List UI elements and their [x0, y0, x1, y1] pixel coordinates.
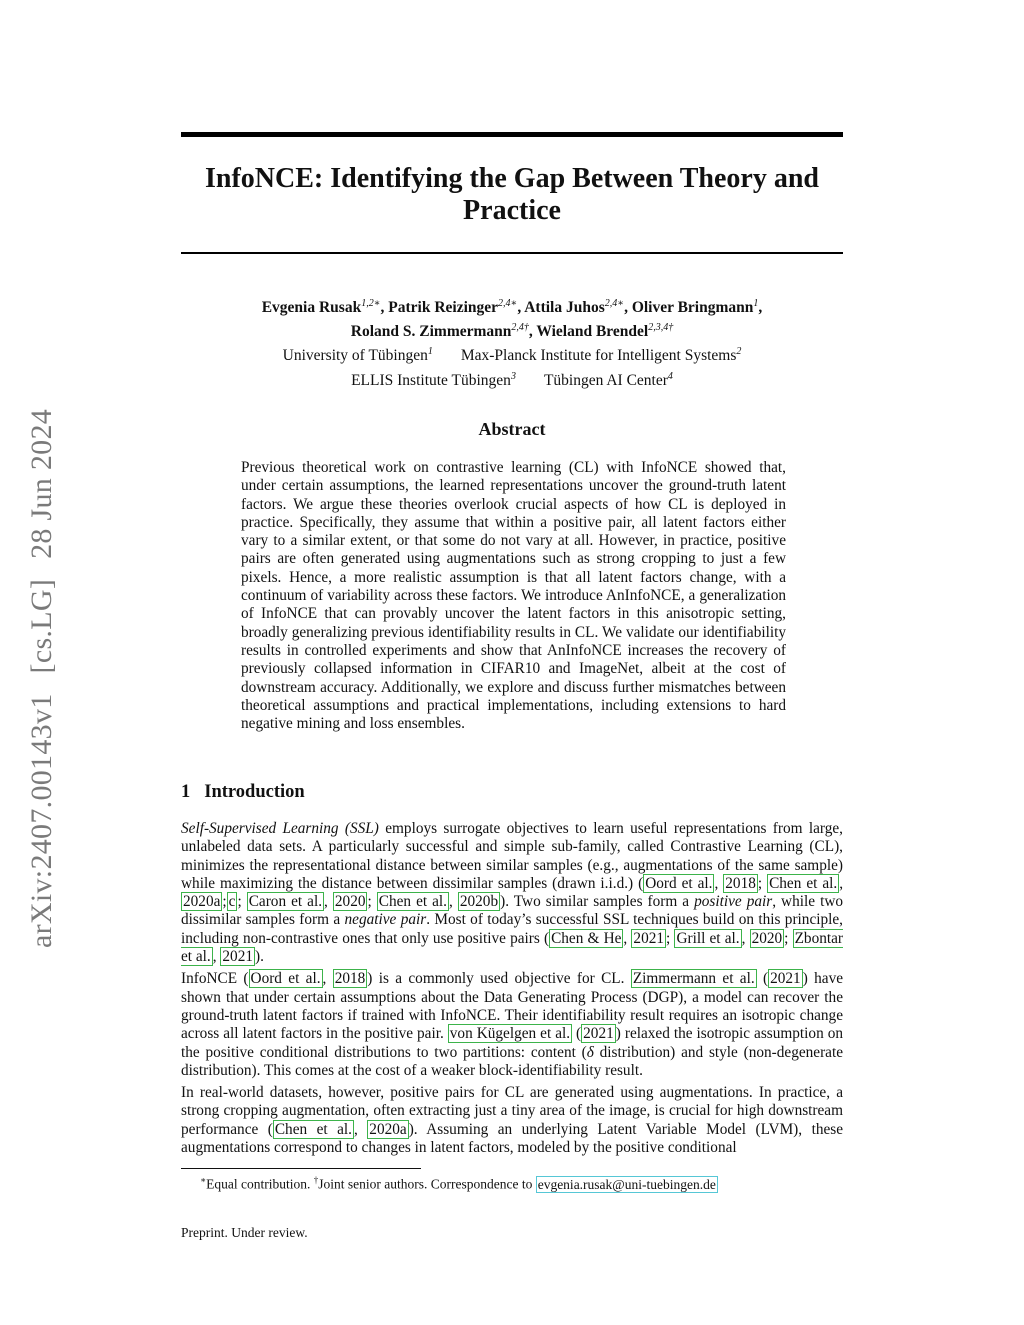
citation-link[interactable]: Oord et al.: [250, 970, 321, 988]
footnote: ∗Equal contribution. †Joint senior authors. Correspondence to evgenia.rusak@uni-tuebingen.de: [200, 1175, 716, 1192]
author-name: Attila Juhos: [524, 299, 605, 317]
author-affil-sup: 1,2∗: [361, 298, 381, 309]
section-title: Introduction: [204, 782, 305, 802]
author-name: Oliver Bringmann: [631, 299, 754, 317]
citation-link[interactable]: Chen et al.: [274, 1120, 352, 1138]
author-block: [181, 294, 843, 391]
citation-link[interactable]: Grill et al.: [676, 929, 740, 947]
affiliation-line-1: University of Tübingen$^1$ Max-Planck Institute for Intelligent Systems$^2$: [282, 346, 742, 365]
author-affil-sup: 2,3,4†: [648, 322, 674, 334]
section-heading-introduction: [181, 782, 305, 803]
arxiv-id: arXiv:2407.00143v1: [25, 693, 58, 948]
affiliation: University of Tübingen: [282, 347, 428, 365]
citation-link[interactable]: 2018: [334, 970, 366, 988]
citation-link[interactable]: Zbontar et al.: [181, 929, 844, 966]
paper-title: [181, 163, 843, 227]
citation-link[interactable]: 2021: [583, 1025, 614, 1043]
citation-link[interactable]: Caron et al.: [248, 893, 323, 911]
title-line-2: Practice: [463, 195, 561, 226]
intro-paragraph-1: Self-Supervised Learning (SSL) employs surrogate objectives to learn useful representations from large, unlabeled data sets. A particularly successful and simple sub-family, called Contrastive Learning (CL), minimizes the representational distance between similar samples (e.g., augmentations of the same sample) while maximizing the distance between dissimilar samples (drawn i.i.d.) ( Oord et al. , 2018 ; Chen et al. , 2020a ; c ; Caron et al. , 2020 ; Chen et al. , 2020b ). Two similar samples form a positive pair, while two dissimilar samples form a negative pair. Most of today’s successful SSL techniques build on this principle, including non-contrastive ones that only use positive pairs ( Chen & He , 2021 ; Grill et al. , 2020 ; Zbontar et al. , 2021 ).: [181, 820, 844, 966]
intro-paragraph-2: InfoNCE ( Oord et al. , 2018 ) is a commonly used objective for CL. Zimmermann et al. ( 2021 ) have shown that under certain assumptions about the Data Generating Process (DGP), a model can recover the ground-truth latent factors if trained with InfoNCE. Their identifiability result requires an isotropic change across all latent factors in the positive pair. von Kügelgen et al. ( 2021 ) relaxed the isotropic assumption on the positive conditional distributions to two partitions: content (δ distribution) and style (non-degenerate distribution). This comes at the cost of a weaker block-identifiability result.: [181, 970, 844, 1079]
affiliation: Max-Planck Institute for Intelligent Systems: [460, 347, 737, 365]
title-top-rule: [181, 132, 843, 137]
citation-link[interactable]: 2020a: [369, 1120, 407, 1138]
author-affil-sup: 1: [753, 298, 759, 309]
citation-link[interactable]: c: [228, 893, 236, 911]
author-line-2: Roland S. Zimmermann$^{2,4\dagger}$, Wieland Brendel$^{2,3,4\dagger}$: [350, 322, 674, 341]
author-affil-sup: 2,4∗: [498, 298, 518, 309]
title-line-1: InfoNCE: Identifying the Gap Between Theory and: [205, 163, 819, 194]
citation-link[interactable]: 2020b: [459, 893, 499, 911]
citation-link[interactable]: Chen et al.: [769, 874, 838, 892]
arxiv-sidebar-stamp: [25, 389, 59, 948]
section-number: 1: [181, 782, 191, 802]
footnote-rule: [181, 1168, 421, 1169]
citation-link[interactable]: 2020a: [183, 893, 221, 911]
citation-link[interactable]: 2020: [751, 929, 783, 947]
citation-link[interactable]: 2020: [334, 893, 366, 911]
author-name: Roland S. Zimmermann: [350, 323, 512, 341]
email-link[interactable]: evgenia.rusak@uni-tuebingen.de: [537, 1176, 716, 1192]
author-affil-sup: 2,4†: [511, 322, 529, 334]
title-bottom-rule: [181, 252, 843, 254]
citation-link[interactable]: Oord et al.: [645, 874, 713, 892]
affiliation: Tübingen AI Center: [543, 371, 668, 389]
preprint-notice: Preprint. Under review.: [181, 1225, 308, 1240]
affiliation-line-2: ELLIS Institute Tübingen$^3$ Tübingen AI Center$^4$: [351, 370, 673, 389]
author-name: Evgenia Rusak: [261, 299, 362, 317]
author-line-1: Evgenia Rusak$^{1,2∗}$, Patrik Reizinger$^{2,4∗}$, Attila Juhos$^{2,4∗}$, Oliver Bringmann$^1$,: [261, 298, 763, 317]
citation-link[interactable]: 2021: [770, 970, 801, 988]
citation-link[interactable]: 2021: [633, 929, 665, 947]
citation-link[interactable]: Zimmermann et al.: [632, 970, 755, 988]
author-affil-sup: 2,4∗: [604, 298, 625, 309]
citation-link[interactable]: 2018: [725, 874, 756, 892]
citation-link[interactable]: Chen et al.: [378, 893, 447, 911]
abstract-text: Previous theoretical work on contrastive learning (CL) with InfoNCE showed that, under certain assumptions, the learned representations uncover the ground-truth latent factors. We argue these theories overlook crucial aspects of how CL is deployed in practice. Specifically, they assume that within a positive pair, all latent factors either vary to a similar extent, or that some do not vary at all. However, in practice, positive pairs are often generated using augmentations such as strong cropping to just a few pixels. Hence, a more realistic assumption is that all latent factors change, with a continuum of variability across these factors. We introduce AnInfoNCE, a generalization of InfoNCE that can provably uncover the latent factors in this anisotropic setting, broadly generalizing previous identifiability results in CL. We validate our identifiability results in controlled experiments and show that AnInfoNCE increases the recovery of previously collapsed information in CIFAR10 and ImageNet, albeit at the cost of downstream accuracy. Additionally, we explore and discuss further mismatches between theoretical assumptions and practical implementations, including extensions to hard negative mining and loss ensembles.: [241, 459, 786, 733]
abstract-heading: Abstract: [478, 419, 546, 439]
citation-link[interactable]: Chen & He: [551, 929, 622, 947]
citation-link[interactable]: von Kügelgen et al.: [449, 1025, 571, 1043]
intro-paragraph-3: In real-world datasets, however, positive pairs for CL are generated using augmentations. In practice, a strong cropping augmentation, often extracting just a tiny area of the image, is crucial for high downstream performance ( Chen et al. , 2020a ). Assuming an underlying Latent Variable Model (LVM), these augmentations correspond to changes in latent factors, modeled by the positive conditional: [181, 1084, 844, 1157]
introduction-body: [181, 820, 843, 1161]
arxiv-date: 28 Jun 2024: [25, 408, 58, 559]
arxiv-category: [cs.LG]: [25, 578, 58, 674]
affiliation: ELLIS Institute Tübingen: [351, 371, 511, 389]
author-name: Wieland Brendel: [536, 323, 649, 341]
citation-link[interactable]: 2021: [222, 948, 253, 966]
author-name: Patrik Reizinger: [388, 299, 499, 317]
